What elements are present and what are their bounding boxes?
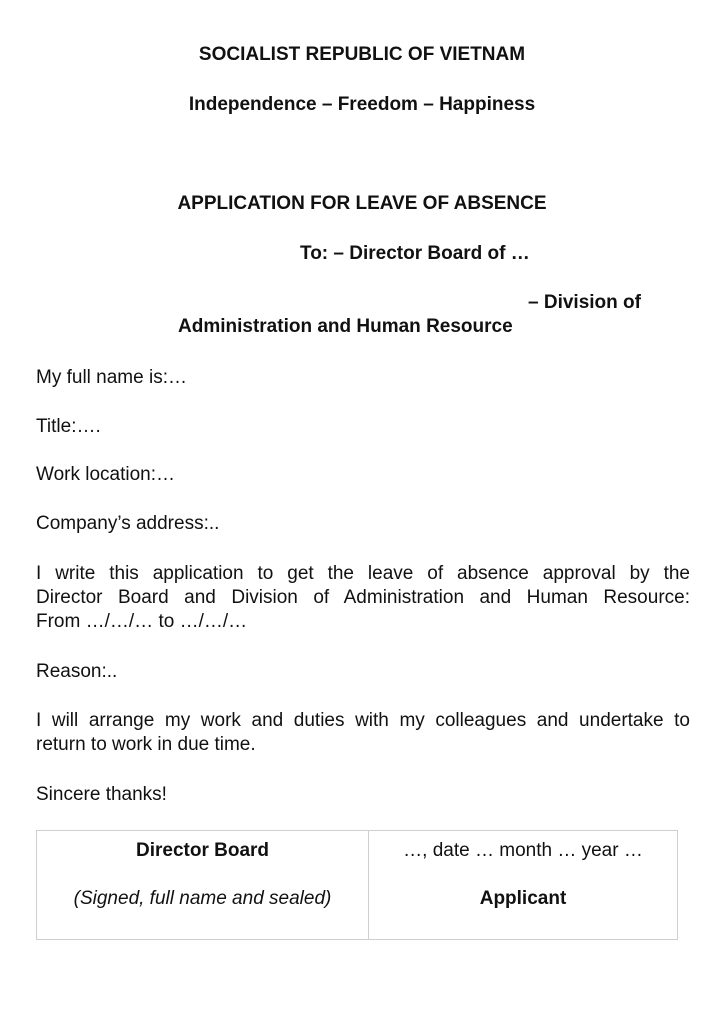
company-address-field: Company’s address:.. (36, 513, 220, 534)
addressee-division-name: Administration and Human Resource (178, 316, 513, 337)
request-line-2: Director Board and Division of Administration and Human Resource: (36, 587, 690, 608)
commitment-line-2: return to work in due time. (36, 734, 256, 755)
addressee-director-board: To: – Director Board of … (300, 243, 530, 264)
closing-line: Sincere thanks! (36, 784, 167, 805)
full-name-field: My full name is:… (36, 367, 187, 388)
motto-heading: Independence – Freedom – Happiness (188, 94, 536, 115)
applicant-date-line: …, date … month … year … (403, 840, 643, 861)
director-board-signature-note: (Signed, full name and sealed) (73, 888, 332, 909)
work-location-field: Work location:… (36, 464, 176, 485)
document-title: APPLICATION FOR LEAVE OF ABSENCE (177, 193, 547, 214)
request-date-range: From …/…/… to …/…/… (36, 611, 248, 632)
signature-table (36, 830, 678, 940)
addressee-division-prefix: – Division of (528, 292, 641, 313)
director-board-signature-title: Director Board (135, 840, 270, 861)
reason-field: Reason:.. (36, 661, 118, 682)
applicant-signature-title: Applicant (479, 888, 567, 909)
commitment-line-1: I will arrange my work and duties with my colleagues and undertake to (36, 710, 690, 731)
commitment-paragraph (36, 709, 690, 757)
country-heading: SOCIALIST REPUBLIC OF VIETNAM (198, 44, 526, 65)
request-paragraph (36, 562, 690, 634)
request-line-1: I write this application to get the leave of absence approval by the (36, 563, 690, 584)
title-field: Title:…. (36, 416, 101, 437)
